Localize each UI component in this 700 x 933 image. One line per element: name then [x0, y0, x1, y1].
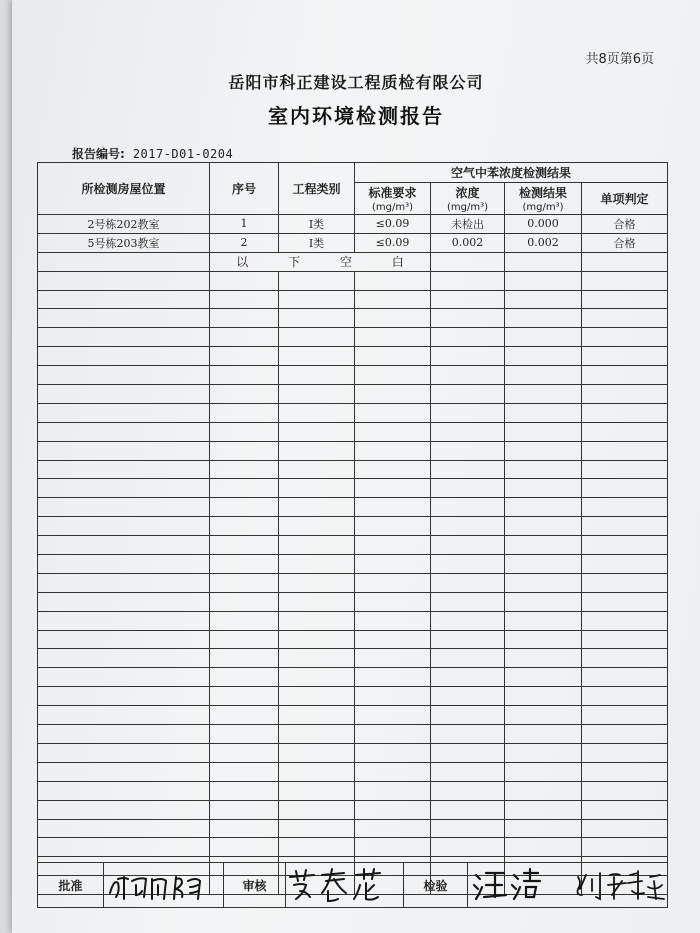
empty-row — [38, 800, 668, 819]
empty-cell — [355, 630, 431, 649]
header-standard: 标准要求 (mg/m³) — [355, 183, 431, 215]
empty-cell — [38, 366, 210, 385]
empty-cell — [355, 819, 431, 838]
empty-row — [38, 649, 668, 668]
empty-cell — [38, 290, 210, 309]
empty-row — [38, 479, 668, 498]
empty-cell — [431, 422, 505, 441]
empty-cell — [355, 290, 431, 309]
empty-cell — [355, 611, 431, 630]
empty-cell — [505, 668, 582, 687]
empty-cell — [431, 441, 505, 460]
empty-row — [38, 422, 668, 441]
empty-cell — [431, 687, 505, 706]
header-concentration: 浓度 (mg/m³) — [431, 183, 505, 215]
approve-label: 批准 — [38, 863, 104, 908]
empty-cell — [582, 309, 668, 328]
empty-cell — [279, 555, 355, 574]
empty-cell — [582, 403, 668, 422]
empty-cell — [431, 630, 505, 649]
empty-cell — [210, 385, 279, 404]
empty-cell — [279, 611, 355, 630]
empty-row — [38, 460, 668, 479]
empty-cell — [210, 479, 279, 498]
blank-note: 以 下 空 白 — [236, 255, 404, 270]
empty-cell — [505, 573, 582, 592]
empty-cell — [279, 290, 355, 309]
empty-cell — [505, 555, 582, 574]
empty-cell — [505, 838, 582, 857]
empty-cell — [431, 347, 505, 366]
empty-cell — [38, 536, 210, 555]
empty-cell — [505, 762, 582, 781]
empty-row — [38, 309, 668, 328]
review-signature — [286, 863, 404, 908]
empty-row — [38, 347, 668, 366]
empty-cell — [505, 743, 582, 762]
empty-cell — [431, 479, 505, 498]
empty-cell — [431, 611, 505, 630]
signature-row — [37, 862, 668, 908]
empty-cell — [210, 403, 279, 422]
page-number: 共8页第6页 — [585, 52, 654, 67]
empty-cell — [355, 498, 431, 517]
empty-cell — [38, 743, 210, 762]
empty-cell — [505, 403, 582, 422]
empty-row — [38, 611, 668, 630]
empty-row — [38, 271, 668, 290]
blank-note-row — [38, 252, 668, 271]
empty-cell — [355, 347, 431, 366]
empty-cell — [582, 536, 668, 555]
header-category: 工程类别 — [279, 163, 355, 215]
empty-cell — [582, 592, 668, 611]
empty-cell — [431, 781, 505, 800]
empty-cell — [582, 517, 668, 536]
empty-row — [38, 706, 668, 725]
empty-cell — [38, 573, 210, 592]
empty-cell — [210, 611, 279, 630]
empty-cell — [279, 479, 355, 498]
empty-cell — [279, 706, 355, 725]
company-name: 岳阳市科正建设工程质检有限公司 — [228, 73, 484, 92]
empty-cell — [210, 555, 279, 574]
empty-cell — [210, 819, 279, 838]
empty-cell — [38, 668, 210, 687]
empty-cell — [279, 517, 355, 536]
empty-cell — [355, 460, 431, 479]
empty-cell — [38, 725, 210, 744]
header-group: 空气中苯浓度检测结果 — [355, 163, 668, 183]
empty-cell — [210, 498, 279, 517]
empty-cell — [210, 592, 279, 611]
empty-cell — [38, 706, 210, 725]
empty-cell — [431, 309, 505, 328]
empty-cell — [279, 347, 355, 366]
empty-cell — [279, 630, 355, 649]
empty-row — [38, 630, 668, 649]
empty-cell — [355, 668, 431, 687]
empty-row — [38, 328, 668, 347]
empty-cell — [505, 630, 582, 649]
empty-cell — [505, 687, 582, 706]
empty-cell — [355, 649, 431, 668]
empty-cell — [582, 819, 668, 838]
empty-cell — [355, 441, 431, 460]
empty-cell — [210, 460, 279, 479]
empty-cell — [279, 271, 355, 290]
empty-cell — [355, 706, 431, 725]
empty-cell — [582, 573, 668, 592]
empty-cell — [38, 441, 210, 460]
report-number-label: 报告编号: — [72, 147, 125, 161]
empty-cell — [355, 536, 431, 555]
empty-cell — [210, 687, 279, 706]
empty-cell — [431, 706, 505, 725]
empty-cell — [431, 385, 505, 404]
empty-cell — [505, 819, 582, 838]
empty-cell — [505, 706, 582, 725]
empty-cell — [505, 328, 582, 347]
empty-cell — [431, 290, 505, 309]
empty-cell — [279, 819, 355, 838]
report-number-value: 2017-D01-0204 — [132, 147, 234, 161]
empty-cell — [505, 649, 582, 668]
empty-cell — [355, 762, 431, 781]
empty-cell — [210, 366, 279, 385]
empty-cell — [210, 781, 279, 800]
empty-row — [38, 536, 668, 555]
empty-cell — [355, 781, 431, 800]
empty-cell — [38, 422, 210, 441]
empty-cell — [279, 328, 355, 347]
empty-cell — [431, 366, 505, 385]
empty-cell — [582, 271, 668, 290]
empty-cell — [582, 366, 668, 385]
empty-cell — [279, 800, 355, 819]
empty-cell — [38, 328, 210, 347]
empty-cell — [355, 687, 431, 706]
empty-cell — [431, 403, 505, 422]
header-judgment: 单项判定 — [582, 183, 668, 215]
empty-cell — [279, 592, 355, 611]
empty-row — [38, 743, 668, 762]
empty-cell — [582, 498, 668, 517]
empty-cell — [355, 422, 431, 441]
empty-row — [38, 385, 668, 404]
header-result: 检测结果 (mg/m³) — [505, 183, 582, 215]
empty-cell — [210, 630, 279, 649]
empty-cell — [38, 271, 210, 290]
empty-cell — [582, 422, 668, 441]
empty-cell — [38, 762, 210, 781]
empty-cell — [505, 479, 582, 498]
empty-row — [38, 668, 668, 687]
header-seq: 序号 — [210, 163, 279, 215]
empty-cell — [355, 271, 431, 290]
header-location: 所检测房屋位置 — [38, 163, 210, 215]
empty-cell — [38, 309, 210, 328]
empty-cell — [38, 687, 210, 706]
empty-cell — [582, 743, 668, 762]
empty-cell — [431, 271, 505, 290]
table-row: 5号栋203教室 2 Ⅰ类 ≤0.09 0.002 0.002 合格 — [38, 233, 668, 252]
empty-cell — [431, 649, 505, 668]
empty-cell — [279, 573, 355, 592]
empty-cell — [355, 517, 431, 536]
empty-cell — [582, 460, 668, 479]
empty-cell — [279, 460, 355, 479]
empty-cell — [355, 403, 431, 422]
empty-row — [38, 555, 668, 574]
empty-cell — [279, 743, 355, 762]
empty-cell — [38, 800, 210, 819]
empty-cell — [38, 347, 210, 366]
empty-cell — [431, 555, 505, 574]
empty-cell — [582, 838, 668, 857]
empty-cell — [582, 290, 668, 309]
empty-row — [38, 366, 668, 385]
empty-row — [38, 498, 668, 517]
empty-row — [38, 290, 668, 309]
empty-cell — [505, 347, 582, 366]
empty-cell — [505, 366, 582, 385]
empty-cell — [210, 290, 279, 309]
empty-cell — [431, 668, 505, 687]
empty-cell — [431, 725, 505, 744]
empty-cell — [38, 517, 210, 536]
empty-cell — [431, 762, 505, 781]
empty-cell — [210, 800, 279, 819]
empty-cell — [355, 309, 431, 328]
empty-cell — [505, 498, 582, 517]
empty-cell — [279, 649, 355, 668]
review-label: 审核 — [224, 863, 286, 908]
empty-cell — [505, 781, 582, 800]
empty-cell — [431, 838, 505, 857]
empty-cell — [279, 838, 355, 857]
empty-cell — [505, 592, 582, 611]
report-number — [72, 145, 233, 162]
empty-cell — [505, 536, 582, 555]
empty-cell — [38, 555, 210, 574]
empty-cell — [431, 536, 505, 555]
empty-cell — [355, 725, 431, 744]
empty-cell — [505, 460, 582, 479]
inspect-label: 检验 — [404, 863, 468, 908]
empty-cell — [505, 271, 582, 290]
empty-cell — [279, 781, 355, 800]
empty-cell — [210, 328, 279, 347]
empty-cell — [210, 668, 279, 687]
empty-cell — [505, 422, 582, 441]
empty-cell — [582, 762, 668, 781]
empty-row — [38, 762, 668, 781]
empty-cell — [582, 687, 668, 706]
empty-cell — [38, 781, 210, 800]
empty-cell — [431, 592, 505, 611]
empty-cell — [38, 819, 210, 838]
empty-cell — [38, 649, 210, 668]
empty-cell — [279, 309, 355, 328]
empty-cell — [210, 309, 279, 328]
empty-row — [38, 781, 668, 800]
empty-cell — [38, 460, 210, 479]
empty-cell — [355, 385, 431, 404]
empty-row — [38, 517, 668, 536]
empty-cell — [582, 800, 668, 819]
empty-cell — [355, 328, 431, 347]
empty-row — [38, 403, 668, 422]
empty-cell — [355, 366, 431, 385]
empty-cell — [582, 668, 668, 687]
empty-cell — [279, 762, 355, 781]
empty-cell — [210, 536, 279, 555]
empty-cell — [505, 725, 582, 744]
empty-cell — [355, 555, 431, 574]
report-title: 室内环境检测报告 — [268, 104, 444, 128]
empty-cell — [279, 498, 355, 517]
empty-cell — [582, 555, 668, 574]
empty-row — [38, 838, 668, 857]
empty-cell — [210, 838, 279, 857]
empty-cell — [38, 611, 210, 630]
empty-row — [38, 725, 668, 744]
empty-cell — [279, 687, 355, 706]
empty-cell — [279, 536, 355, 555]
empty-cell — [505, 800, 582, 819]
empty-cell — [582, 611, 668, 630]
empty-cell — [210, 649, 279, 668]
empty-cell — [431, 460, 505, 479]
empty-cell — [355, 838, 431, 857]
empty-cell — [38, 498, 210, 517]
empty-cell — [505, 517, 582, 536]
empty-cell — [279, 725, 355, 744]
empty-cell — [210, 573, 279, 592]
empty-cell — [210, 706, 279, 725]
empty-cell — [279, 385, 355, 404]
empty-cell — [505, 290, 582, 309]
empty-cell — [210, 347, 279, 366]
empty-row — [38, 592, 668, 611]
table-row: 2号栋202教室 1 Ⅰ类 ≤0.09 未检出 0.000 合格 — [38, 215, 668, 234]
empty-cell — [582, 630, 668, 649]
empty-row — [38, 441, 668, 460]
empty-cell — [355, 592, 431, 611]
empty-rows — [38, 271, 668, 894]
approve-signature — [104, 863, 224, 908]
empty-cell — [279, 366, 355, 385]
empty-cell — [355, 743, 431, 762]
empty-cell — [279, 403, 355, 422]
empty-cell — [431, 800, 505, 819]
empty-cell — [582, 706, 668, 725]
empty-row — [38, 687, 668, 706]
empty-cell — [431, 819, 505, 838]
empty-cell — [210, 517, 279, 536]
empty-cell — [582, 649, 668, 668]
empty-row — [38, 573, 668, 592]
empty-cell — [582, 441, 668, 460]
empty-cell — [38, 838, 210, 857]
empty-cell — [279, 441, 355, 460]
empty-cell — [505, 441, 582, 460]
empty-cell — [431, 743, 505, 762]
empty-cell — [582, 347, 668, 366]
empty-cell — [210, 725, 279, 744]
empty-cell — [355, 479, 431, 498]
empty-cell — [582, 479, 668, 498]
empty-cell — [38, 385, 210, 404]
empty-cell — [279, 668, 355, 687]
empty-cell — [210, 743, 279, 762]
empty-cell — [582, 385, 668, 404]
empty-cell — [210, 762, 279, 781]
empty-cell — [210, 441, 279, 460]
inspect-signature — [468, 863, 668, 908]
empty-cell — [431, 573, 505, 592]
empty-cell — [279, 422, 355, 441]
empty-cell — [582, 725, 668, 744]
empty-cell — [355, 800, 431, 819]
empty-cell — [210, 271, 279, 290]
empty-cell — [505, 611, 582, 630]
results-table — [37, 162, 668, 895]
empty-cell — [38, 592, 210, 611]
empty-cell — [582, 328, 668, 347]
empty-cell — [38, 403, 210, 422]
empty-cell — [505, 309, 582, 328]
empty-cell — [355, 573, 431, 592]
empty-cell — [431, 328, 505, 347]
empty-cell — [431, 517, 505, 536]
empty-cell — [505, 385, 582, 404]
empty-cell — [38, 479, 210, 498]
empty-row — [38, 819, 668, 838]
empty-cell — [582, 781, 668, 800]
empty-cell — [210, 422, 279, 441]
empty-cell — [38, 630, 210, 649]
empty-cell — [431, 498, 505, 517]
